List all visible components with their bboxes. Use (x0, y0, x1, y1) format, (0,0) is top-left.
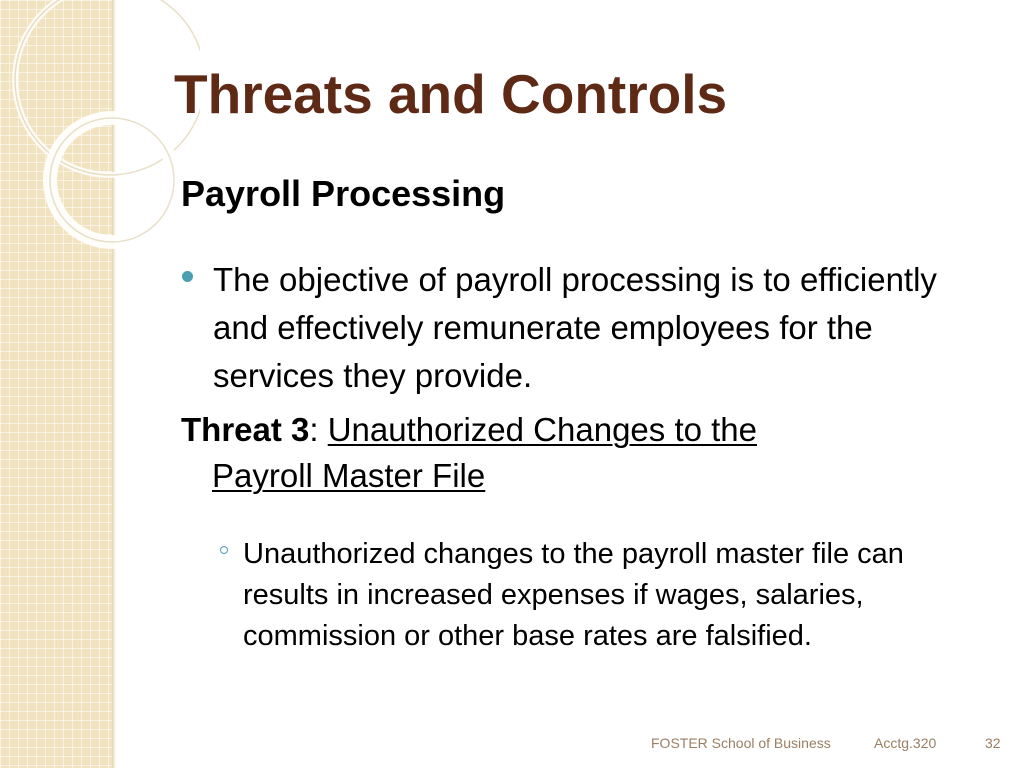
footer-course: Acctg.320 (874, 735, 937, 751)
threat-heading (181, 407, 921, 499)
section-heading: Payroll Processing (181, 173, 506, 214)
threat-title-line2: Payroll Master File (212, 457, 486, 494)
threat-separator: : (309, 411, 319, 448)
sub-bullet-text: Unauthorized changes to the payroll master file can results in increased expenses if wages, salaries, commission or other base rates are falsified. (243, 538, 904, 652)
bullet-text: The objective of payroll processing is to efficiently and effectively remunerate employees for the services they provide. (213, 261, 937, 394)
threat-label: Threat 3 (181, 411, 310, 448)
footer-page-number: 32 (985, 735, 1001, 751)
hollow-circle-bullet-icon (220, 546, 228, 554)
footer-school: FOSTER School of Business (651, 735, 831, 751)
decorative-rings-icon (0, 0, 200, 300)
slide-title: Threats and Controls (174, 63, 728, 125)
filled-circle-bullet-icon (182, 271, 193, 282)
threat-title-line1: Unauthorized Changes to the (327, 411, 758, 448)
